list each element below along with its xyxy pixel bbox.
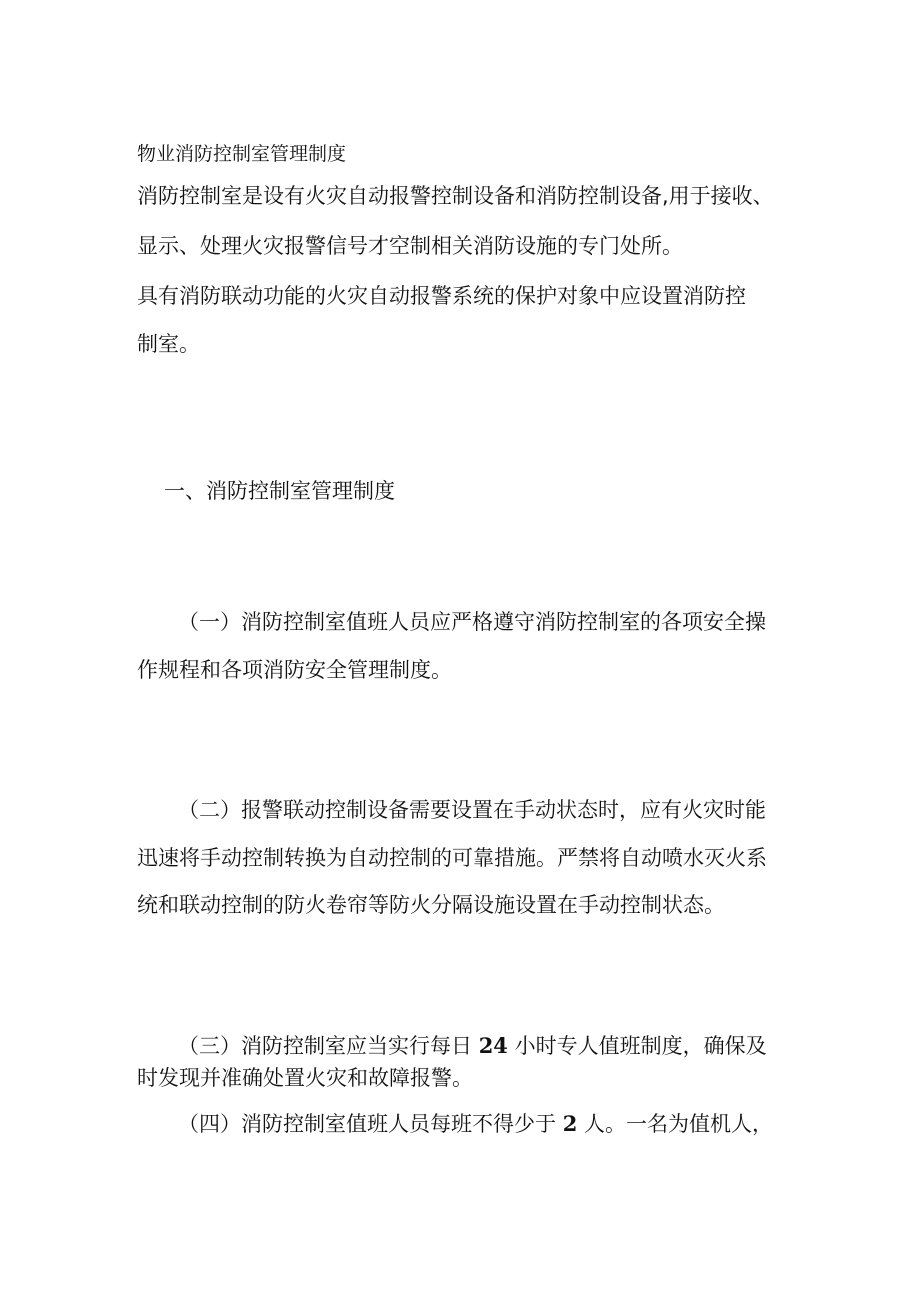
item3-text-b: 小时专人值班制度，确保及 — [514, 1034, 767, 1058]
item4-text-b: 人。一名为值机人， — [584, 1112, 773, 1136]
intro-line-1: 消防控制室是设有火灾自动报警控制设备和消防控制设备,用于接收、 — [137, 184, 774, 208]
item2-line-3: 统和联动控制的防火卷帘等防火分隔设施设置在手动控制状态。 — [137, 893, 725, 917]
item4-staff-number: 2 — [562, 1111, 578, 1136]
item2-line-1: （二）报警联动控制设备需要设置在手动状态时，应有火灾时能 — [178, 798, 766, 822]
item1-line-2: 作规程和各项消防安全管理制度。 — [137, 658, 452, 682]
item4-line-1 — [178, 1113, 773, 1135]
intro-line-3: 具有消防联动功能的火灾自动报警系统的保护对象中应设置消防控 — [137, 284, 746, 308]
item3-hours-number: 24 — [478, 1033, 508, 1058]
item3-text-a: （三）消防控制室应当实行每日 — [178, 1034, 472, 1058]
section-heading: 一、消防控制室管理制度 — [164, 479, 395, 503]
item1-line-1: （一）消防控制室值班人员应严格遵守消防控制室的各项安全操 — [178, 610, 766, 634]
document-title: 物业消防控制室管理制度 — [137, 143, 347, 165]
item2-line-2: 迅速将手动控制转换为自动控制的可靠措施。严禁将自动喷水灭火系 — [137, 846, 767, 870]
intro-line-4: 制室。 — [137, 332, 200, 356]
item4-text-a: （四）消防控制室值班人员每班不得少于 — [178, 1112, 556, 1136]
item3-line-1 — [178, 1035, 767, 1057]
item3-line-2: 时发现并准确处置火灾和故障报警。 — [137, 1066, 473, 1090]
intro-line-2: 显示、处理火灾报警信号才空制相关消防设施的专门处所。 — [137, 234, 683, 258]
